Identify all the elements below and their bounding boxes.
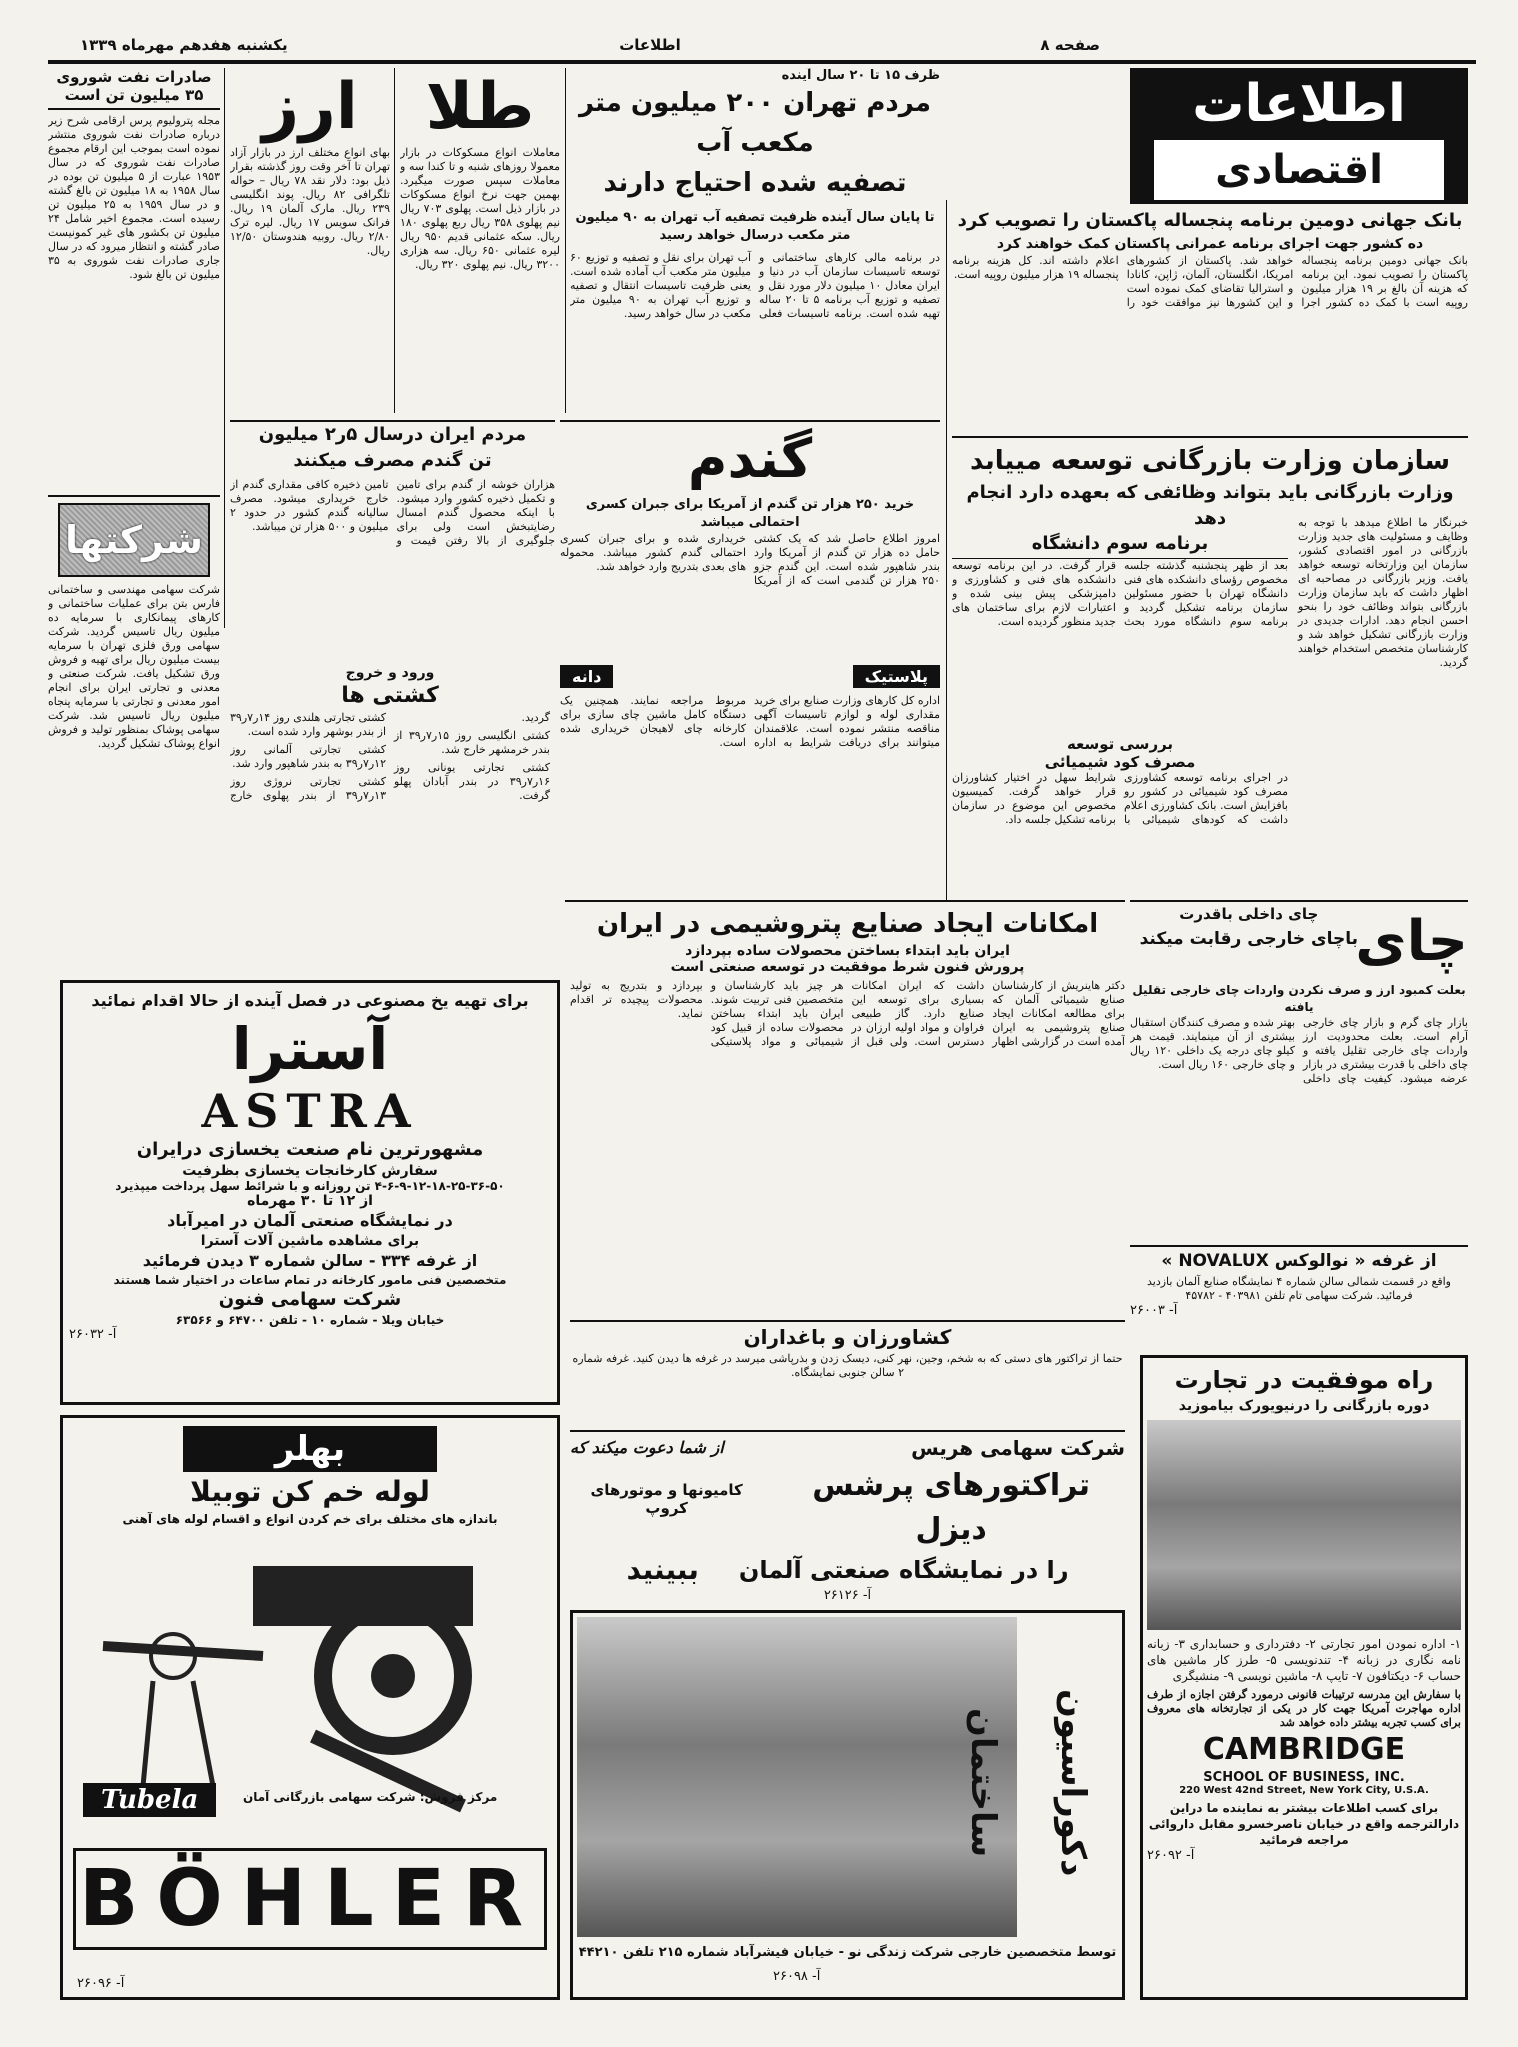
logo-left: دانه <box>560 665 613 688</box>
col-divider <box>946 200 947 900</box>
harris-company: شرکت سهامی هریس <box>911 1436 1125 1460</box>
astra-line-6: برای مشاهده ماشین آلات آسترا <box>200 1233 420 1249</box>
petro-sub-1: ایران باید ابتداء بساختن محصولات ساده بپردازد <box>685 943 1010 959</box>
wheat-use-title-2: تن گندم مصرف میکنند <box>293 450 492 471</box>
ministry-sub: وزارت بازرگانی باید بتواند وظائفی که بعهده دارد انجام دهد <box>966 482 1454 529</box>
cambridge-title: راه موفقیت در تجارت <box>1174 1366 1434 1394</box>
astra-brand-en: ASTRA <box>201 1084 419 1138</box>
farmers-title: کشاورزان و باغداران <box>743 1325 952 1349</box>
harris-code: آ- ۲۶۱۲۶ <box>823 1588 872 1603</box>
col-divider <box>224 68 225 628</box>
oil-subtitle: ۳۵ میلیون تن است <box>48 86 220 110</box>
harris-line-3: را در نمایشگاه صنعتی آلمان <box>738 1556 1069 1584</box>
gold-title: طلا <box>425 70 535 144</box>
ships-title-2: کشتی ها <box>341 683 439 708</box>
ships-title-1: ورود و خروج <box>345 665 435 681</box>
gold-body: معاملات انواع مسکوکات در بازار معمولا روزهای شنبه و تا کندا سه و معاملات سپس صورت میگیرد. بهمین جهت نرخ انواع مسکوکات در بازار ذیل است. پهلوی ۷۰۳ ریال نیم پهلوی ۳۵۸ ریال ربع پهلوی ۱۸۰ ریال. سکه عثمانی قدیم ۹۵۰ ریال لیره عثمانی ۶۵۰ ریال. سه هزاری ۳۲۰۰ ریال. نیم پهلوی ۳۲۰ ریال. <box>400 146 560 271</box>
pakistan-title: بانک جهانی دومین برنامه پنجساله پاکستان را تصویب کرد <box>957 210 1463 231</box>
bohler-code: آ- ۲۶۰۹۶ <box>77 1976 125 1991</box>
worker-legs <box>143 1681 213 1786</box>
oil-body: مجله پترولیوم پرس ارقامی شرح زیر درباره صادرات نفت شوروی منتشر نموده است بموجب این ارقام مجموع صادرات نفت شوروی که در سال ۱۹۵۳ عبارت از ۵ میلیون تن بوده در سال ۱۹۵۸ به ۱۸ میلیون تن بالغ گشته و در سال ۱۹۵۹ به ۲۵ میلیون تن رسیده است. مجموع اخیر شامل ۲۴ میلیون تن بکشور های غیر کمونیست صادر گشته و انتظار میرود که در سال جاری صادرات نفت شوروی به ۳۵ میلیون تن بالغ شود. <box>48 114 220 281</box>
water-title-1: مردم تهران ۲۰۰ میلیون متر مکعب آب <box>578 88 931 158</box>
novalux-code: آ- ۲۶۰۰۳ <box>1130 1303 1178 1318</box>
currency-title: ارز <box>262 70 358 144</box>
novalux-body: واقع در قسمت شمالی سالن شماره ۴ نمایشگاه صنایع آلمان بازدید فرمائید. شرکت سهامی تام تلفن ۴۰۳۹۸۱ - ۴۵۷۸۲ <box>1147 1275 1451 1302</box>
masthead-line2: اقتصادی <box>1151 137 1447 203</box>
university-article <box>952 530 1288 730</box>
astra-line-7: از غرفه ۳۳۴ - سالن شماره ۳ دیدن فرمائید <box>142 1251 478 1270</box>
pipe-bender-illustration <box>63 1526 557 1826</box>
row-divider <box>565 900 1125 902</box>
agri-body: در اجرای برنامه توسعه کشاورزی مصرف کود شیمیائی در کشور رو بافزایش است. بانک کشاورزی اعلام داشت که کودهای شیمیائی با شرایط سهل در اختیار کشاورزان قرار خواهد گرفت. کمیسیون مخصوص این موضوع در سازمان برنامه تشکیل جلسه داد. <box>952 771 1288 826</box>
novalux-title: از غرفه « نوالوکس NOVALUX » <box>1161 1251 1437 1271</box>
astra-brand-fa: آسترا <box>231 1015 389 1083</box>
astra-line-8: متخصصین فنی مامور کارخانه در تمام ساعات در اختیار شما هستند <box>113 1273 507 1287</box>
agri-title-1: بررسی توسعه <box>1066 735 1174 753</box>
pakistan-body: بانک جهانی دومین برنامه پنجساله پاکستان را تصویب نمود. این برنامه که هزینه آن بالغ بر ۱۹ هزار میلیون روپیه است با کمک ده کشور اجرا خواهد شد. پاکستان از کشورهای امریکا، انگلستان، آلمان، ژاپن، کانادا و استرالیا تقاضای کمک نموده است و این کشورها نیز موافقت خود را اعلام داشته اند. کل هزینه برنامه پنجساله ۱۹ هزار میلیون روپیه است. <box>952 254 1468 309</box>
bender-hub <box>371 1654 415 1698</box>
astra-code: آ- ۲۶۰۳۲ <box>69 1327 117 1342</box>
cambridge-note: با سفارش این مدرسه ترتیبات قانونی درمورد گرفتن اجازه از طرف اداره مهاجرت آمریکا جهت کار در یکی از تجارتخانه های معروف برای کسب تجربه بیشتر داده خواهد شد <box>1147 1688 1461 1729</box>
cambridge-code: آ- ۲۶۰۹۲ <box>1147 1848 1195 1863</box>
novalux-ad <box>1130 1245 1468 1345</box>
ministry-body: خبرنگار ما اطلاع میدهد با توجه به وظایف و مسئولیت های جدید وزارت بازرگانی در امور اقتصادی کشور، سازمان این وزارتخانه توسعه خواهد یافت. وزیر بازرگانی در مصاحبه ای اظهار داشت که باید سازمان وزارت بازرگانی بتواند وظائف خود را بنحو احسن انجام دهد. ادارات جدیدی در وزارت بازرگانی تشکیل خواهد شد و کارشناسان متخصص استخدام خواهند گردید. <box>1298 516 1468 669</box>
wheat-sub: خرید ۲۵۰ هزار تن گندم از آمریکا برای جبران کسری احتمالی میباشد <box>585 497 915 530</box>
ship-item: کشتی تجارتی نروژی روز ۱۳ر۷ر۳۹ از بندر پهلوی خارج گردید. <box>230 711 550 802</box>
harris-line-1: تراکتورهای پرشس دیزل <box>812 1468 1091 1547</box>
bohler-sub: باندازه های مختلف برای خم کردن انواع و اقسام لوله های آهنی <box>122 1512 498 1526</box>
ship-item: کشتی تجارتی هلندی روز ۱۴ر۷ر۳۹ از بندر بوشهر وارد شده است. <box>230 711 386 738</box>
water-kicker: ظرف ۱۵ تا ۲۰ سال آینده <box>781 68 940 83</box>
interior-code: آ- ۲۶۰۹۸ <box>773 1969 821 1984</box>
bohler-title: لوله خم کن توبیلا <box>190 1475 430 1508</box>
masthead-logo <box>1130 68 1468 204</box>
logo-right: پلاستیک <box>853 665 940 688</box>
water-body: در برنامه مالی کارهای ساختمانی و توسعه تاسیسات سازمان آب در دنیا و ایران معادل ۱۰ میلیون دلار مورد نقل و تصفیه و توزیع آب برنامه ۵ تا ۲۰ ساله تهیه شده است. برنامه تاسیسات فعلی آب تهران برای نقل و تصفیه و توزیع ۶۰ میلیون متر مکعب آب آماده شده است. یعنی ظرفیت تاسیسات انتقال و تصفیه و توزیع آب تهران به ۹۰ میلیون متر مکعب در سال خواهد رسید. <box>570 251 940 320</box>
tea-body: بازار چای گرم و بازار چای خارجی آرام است. بعلت محدودیت ارز واردات چای خارجی تقلیل یافته و چای داخلی با قدرت بیشتری در بازار عرضه میشود. کیفیت چای داخلی بهتر شده و مصرف کنندگان استقبال بیشتری از آن مینمایند. قیمت هر کیلو چای درجه یک داخلی ۱۲۰ ریال و چای خارجی ۱۶۰ ریال است. <box>1130 1016 1468 1085</box>
university-title: برنامه سوم دانشگاه <box>952 530 1288 559</box>
bohler-tubela: Tubela <box>83 1783 216 1817</box>
farmers-article <box>570 1320 1125 1425</box>
astra-company: شرکت سهامی فنون <box>218 1289 402 1310</box>
pakistan-article <box>952 208 1468 432</box>
cambridge-footer: برای کسب اطلاعات بیشتر به نماینده ما دراین دارالترجمه واقع در خیابان ناصرخسرو مقابل داروائی مراجعه فرمائید <box>1148 1801 1460 1847</box>
ships-article <box>230 665 550 965</box>
gold-article <box>400 68 560 413</box>
bohler-brand-fa: بهلر <box>183 1426 437 1472</box>
ship-item: کشتی انگلیسی روز ۱۵ر۷ر۳۹ از بندر خرمشهر خارج شد. <box>394 729 550 756</box>
bohler-ad <box>60 1415 560 2000</box>
issue-date: یکشنبه هفدهم مهرماه ۱۳۳۹ <box>80 36 288 54</box>
cambridge-ad <box>1140 1355 1468 2000</box>
astra-address: خیابان ویلا - شماره ۱۰ - تلفن ۶۴۷۰۰ و ۶۳۵۶۶ <box>175 1313 445 1327</box>
col-divider <box>565 68 566 413</box>
bohler-dealer: مرکز فروش: شرکت سهامی بازرگانی آمان <box>243 1790 498 1804</box>
pakistan-sub: ده کشور جهت اجرای برنامه عمرانی پاکستان کمک خواهند کرد <box>996 236 1424 252</box>
petro-title: امکانات ایجاد صنایع پتروشیمی در ایران <box>596 909 1099 939</box>
water-sub: تا پایان سال آینده ظرفیت تصفیه آب تهران به ۹۰ میلیون متر مکعب درسال خواهد رسید <box>575 210 935 243</box>
wheat-use-body: هزاران خوشه از گندم برای تامین و تکمیل ذخیره کشور وارد میشود. با اینکه محصول گندم امسال رضایتبخش است ولی برای جلوگیری از بالا رفتن قیمت و تامین ذخیره کافی مقداری گندم از خارج خریداری میشود. مصرف سالیانه گندم کشور در حدود ۲ میلیون و ۵۰۰ هزار تن میباشد. <box>230 478 555 547</box>
masthead-line1: اطلاعات <box>1192 74 1406 134</box>
tea-article <box>1130 900 1468 1240</box>
row-divider <box>952 436 1468 438</box>
astra-line-2: سفارش کارخانجات یخسازی بظرفیت <box>182 1163 438 1179</box>
agri-article <box>952 735 1288 895</box>
currency-article <box>230 68 390 413</box>
cambridge-photo <box>1147 1420 1461 1630</box>
tea-kicker: چای داخلی باقدرت <box>1179 905 1319 923</box>
water-title-2: تصفیه شده احتیاج دارند <box>603 168 907 198</box>
astra-line-5: در نمایشگاه صنعتی آلمان در امیرآباد <box>167 1211 453 1230</box>
agri-title-2: مصرف کود شیمیائی <box>1044 753 1196 771</box>
companies-body: شرکت سهامی مهندسی و ساختمانی فارس بتن برای عملیات ساختمانی و کارهای پیمانکاری با سرمایه ده میلیون ریال تاسیس گردید. شرکت سهامی ورق فلزی تهران با سرمایه بیست میلیون ریال برای تهیه و فروش ورق تشکیل یافت. شرکت صنعتی و معدنی و تجارتی ایران برای انجام امور معدنی و تجارتی با سرمایه پنجاه میلیون ریال تاسیس شد. شرکت سهامی پوشاک بمنظور تولید و فروش انواع پوشاک تشکیل گردید. <box>48 583 220 750</box>
cambridge-school: SCHOOL OF BUSINESS, INC. <box>1203 1770 1405 1785</box>
ship-item: کشتی تجارتی یونانی روز ۱۶ر۷ر۳۹ در بندر آبادان پهلو گرفت. <box>394 761 550 802</box>
petro-body: دکتر هاینریش از کارشناسان صنایع شیمیائی آلمان که برای مطالعه امکانات ایجاد صنایع پتروشیمی به ایران آمده است در گزارشی اظهار داشت که ایران امکانات بسیاری برای توسعه این صنایع دارد. گاز طبیعی فراوان و مواد اولیه ارزان در دسترس است. ولی قبل از هر چیز باید کارشناسان و متخصصین فنی تربیت شوند. ایران باید ابتداء بساختن محصولات ساده از قبیل کود شیمیائی و مواد پلاستیکی بپردازد و بتدریج به تولید محصولات پیچیده تر اقدام نماید. <box>570 979 1125 1048</box>
interior-ad <box>570 1610 1125 2000</box>
interior-footer: توسط متخصصین خارجی شرکت زندگی نو - خیابان فیشرآباد شماره ۲۱۵ تلفن ۴۴۲۱۰ <box>578 1945 1117 1960</box>
harris-ad <box>570 1430 1125 1605</box>
wheat-body: امروز اطلاع حاصل شد که یک کشتی حامل ده هزار تن گندم از آمریکا وارد بندر شاهپور شده است. این گندم جزو ۲۵۰ هزار تن گندمی است که از آمریکا خریداری شده و برای جبران کسری احتمالی گندم کشور میباشد. محموله های بعدی بتدریج وارد خواهد شد. <box>560 532 940 587</box>
farmers-body: حتما از تراکتور های دستی که به شخم، وجین، نهر کنی، دیسک زدن و بذرپاشی میرسد در غرفه ها دیدن کنید. غرفه شماره ۲ سالن جنوبی نمایشگاه. <box>572 1352 1123 1379</box>
bohler-brand-en: BÖHLER <box>73 1848 547 1950</box>
harris-line-2: کامیونها و موتورهای کروپ <box>590 1481 743 1517</box>
harris-line-4: ببینید <box>626 1553 699 1586</box>
oil-article <box>48 68 220 448</box>
notices-article <box>560 665 940 895</box>
interior-side-text: دکوراسیون ساختمان <box>963 1689 1093 1877</box>
cambridge-address: 220 West 42nd Street, New York City, U.S.A. <box>1179 1785 1429 1796</box>
astra-line-4: از ۱۲ تا ۳۰ مهرماه <box>247 1193 373 1209</box>
wheat-article <box>560 420 940 660</box>
cambridge-brand: CAMBRIDGE <box>1202 1732 1406 1767</box>
astra-top: برای تهیه یخ مصنوعی در فصل آینده از حالا اقدام نمائید <box>91 991 529 1010</box>
university-body: بعد از ظهر پنجشنبه گذشته جلسه مخصوص رؤسای دانشکده های فنی دانشگاه تهران با حضور مسئولین سازمان برنامه تشکیل گردید و برنامه سوم دانشگاه مورد بحث قرار گرفت. در این برنامه توسعه دانشکده های فنی و کشاورزی و دامپزشکی پیش بینی شده و اعتبارات لازم برای ساختمان های جدید منظور گردیده است. <box>952 559 1288 628</box>
bender-handle <box>103 1646 263 1656</box>
notices-body: اداره کل کارهای وزارت صنایع برای خرید مقداری لوله و لوازم تاسیسات آگهی مناقصه منتشر نموده است. علاقمندان میتوانند برای دریافت شرایط به اداره مربوط مراجعه نمایند. همچنین یک دستگاه کامل ماشین چای سازی برای کارخانه چای لاهیجان خریداری شده است. <box>560 694 940 749</box>
ship-item: کشتی تجارتی آلمانی روز ۱۲ر۷ر۳۹ به بندر شاهپور وارد شد. <box>230 743 386 770</box>
oil-title: صادرات نفت شوروی <box>56 68 212 86</box>
petro-article <box>570 905 1125 1315</box>
water-article <box>570 68 940 413</box>
header-rule <box>48 60 1476 64</box>
col-divider <box>394 68 395 413</box>
harris-invite: از شما دعوت میکند که <box>570 1438 724 1457</box>
cambridge-sub: دوره بازرگانی را درنیویورک بیاموزید <box>1178 1398 1430 1414</box>
tea-title: چای <box>1355 909 1468 974</box>
wheat-title: گندم <box>687 427 813 490</box>
astra-line-1: مشهورترین نام صنعت یخسازی درایران <box>136 1139 484 1160</box>
ships-list <box>230 711 550 805</box>
companies-logo: شرکتها <box>58 503 210 577</box>
petro-sub-2: پرورش فنون شرط موفقیت در توسعه صنعتی است <box>670 959 1025 975</box>
cambridge-courses: ۱- اداره نمودن امور تجارتی ۲- دفترداری و حسابداری ۳- زبانه نامه نگاری در زبانه ۴- تندنویسی ۵- طرز کار ماشین های حساب ۶- دیکتافون ۷- تایپ ۸- ماشین نویسی ۹- منشیگری <box>1147 1637 1462 1683</box>
ministry-title: سازمان وزارت بازرگانی توسعه مییابد <box>969 446 1451 476</box>
tea-sub-2: بعلت کمبود ارز و صرف نکردن واردات چای خارجی تقلیل یافته <box>1132 983 1466 1014</box>
astra-line-3: ۴-۶-۹-۱۲-۱۸-۲۵-۳۶-۵۰ تن روزانه و با شرائط سهل پرداخت میپذیرد <box>115 1179 505 1193</box>
wheat-use-title-1: مردم ایران درسال ۵ر۲ میلیون <box>258 424 527 445</box>
page-number: صفحه ۸ <box>1040 36 1100 54</box>
paper-name: اطلاعات <box>619 36 681 54</box>
companies-article <box>48 495 220 975</box>
currency-body: بهای انواع مختلف ارز در بازار آزاد تهران تا آخر وقت روز گذشته بقرار ذیل بود: دلار نقد ۷۸ ریال – حواله تلگرافی ۸۲ ریال. پوند انگلیسی ۲۳۹ ریال. مارک آلمان ۱۹ ریال. فرانک سویس ۱۷ ریال. لیره ترک ۲/۸۰ ریال. روبیه هندوستان ۱۲/۵۰ ریال. <box>230 146 390 257</box>
astra-ad <box>60 980 560 1405</box>
tea-sub-1: باچای خارجی رقابت میکند <box>1139 929 1358 949</box>
